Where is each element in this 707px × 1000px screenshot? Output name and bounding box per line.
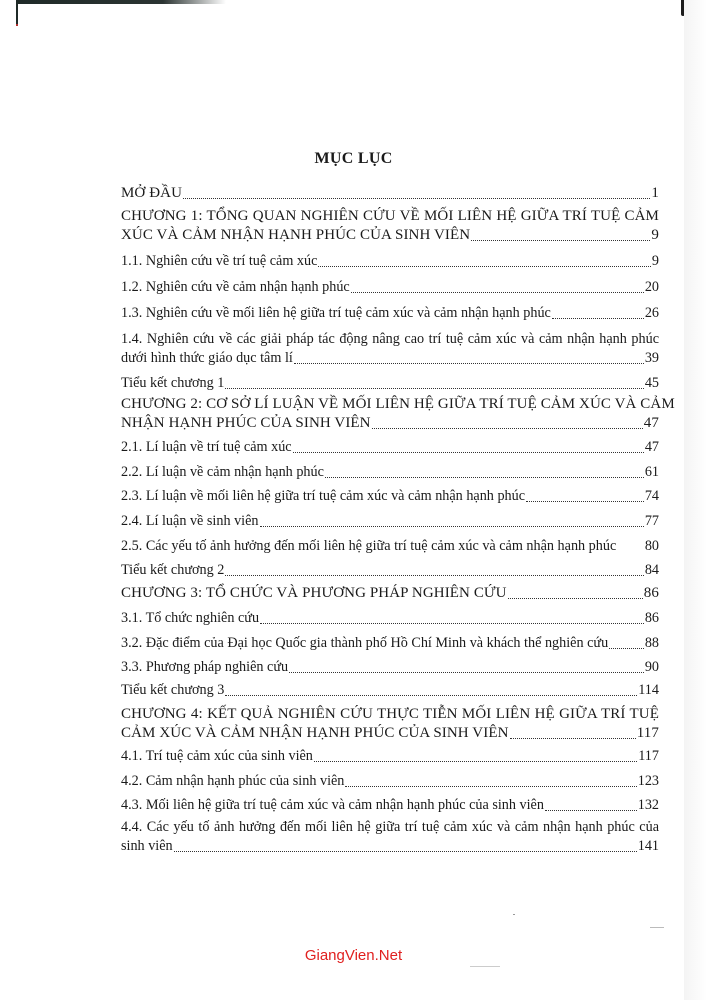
toc-entry-chuong-2[interactable] (121, 395, 675, 433)
dot-leader (293, 452, 644, 453)
entry-text: 4.4. Các yếu tố ảnh hưởng đến mối liên hệ giữa trí tuệ cảm xúc và cảm nhận hạnh phúc của (121, 819, 659, 835)
page-number: 9 (651, 227, 659, 243)
page-number: 88 (644, 635, 659, 651)
toc-entry-1-1[interactable] (121, 252, 659, 271)
page-number: 117 (636, 725, 659, 741)
page-number: 77 (644, 513, 659, 529)
toc-entry-tieu-ket-2[interactable] (121, 561, 659, 580)
dot-leader (508, 598, 643, 599)
toc-entry-chuong-3[interactable] (121, 584, 659, 603)
dot-leader (225, 388, 643, 389)
entry-text: 2.3. Lí luận về mối liên hệ giữa trí tuệ cảm xúc và cảm nhận hạnh phúc (121, 488, 526, 504)
dot-leader (345, 786, 636, 787)
page-number: 1 (651, 185, 659, 201)
toc-entry-3-3[interactable] (121, 658, 659, 677)
toc-entry-4-2[interactable] (121, 772, 659, 791)
dot-leader (294, 363, 644, 364)
entry-text: Tiểu kết chương 1 (121, 375, 225, 391)
toc-entry-2-2[interactable] (121, 463, 659, 482)
toc-entry-4-3[interactable] (121, 796, 659, 815)
entry-text: 3.3. Phương pháp nghiên cứu (121, 659, 289, 675)
dot-leader (260, 623, 644, 624)
dot-leader (471, 240, 650, 241)
dot-leader (510, 738, 636, 739)
toc-entry-chuong-1[interactable] (121, 207, 659, 245)
entry-text: NHẬN HẠNH PHÚC CỦA SINH VIÊN (121, 415, 371, 431)
page-number: 90 (644, 659, 659, 675)
page-number: 47 (644, 439, 659, 455)
page-number: 39 (644, 350, 659, 366)
page-number: 132 (637, 797, 659, 813)
toc-entry-3-2[interactable] (121, 634, 659, 653)
dot-leader (318, 266, 651, 267)
toc-entry-1-2[interactable] (121, 278, 659, 297)
dot-leader (325, 477, 644, 478)
page-number: 61 (644, 464, 659, 480)
entry-text: dưới hình thức giáo dục tâm lí (121, 350, 293, 366)
entry-text: 1.2. Nghiên cứu về cảm nhận hạnh phúc (121, 279, 350, 295)
entry-text: 1.3. Nghiên cứu về mối liên hệ giữa trí tuệ cảm xúc và cảm nhận hạnh phúc (121, 305, 551, 321)
dot-leader (174, 851, 637, 852)
toc-entry-2-1[interactable] (121, 438, 659, 457)
page-number: 9 (651, 253, 659, 269)
dot-leader (351, 292, 644, 293)
scan-speck (470, 966, 500, 967)
entry-text: 4.3. Mối liên hệ giữa trí tuệ cảm xúc và cảm nhận hạnh phúc của sinh viên (121, 797, 544, 813)
dot-leader (545, 810, 637, 811)
page-number: 80 (644, 538, 659, 554)
dot-leader (260, 526, 644, 527)
toc-entry-2-4[interactable] (121, 512, 659, 531)
toc-entry-mo-dau[interactable] (121, 184, 659, 203)
dot-leader (225, 575, 643, 576)
toc-entry-3-1[interactable] (121, 609, 659, 628)
toc-entry-tieu-ket-3[interactable] (121, 681, 659, 700)
page-number: 47 (643, 415, 659, 431)
entry-text: 3.2. Đặc điểm của Đại học Quốc gia thành phố Hồ Chí Minh và khách thể nghiên cứu (121, 635, 609, 651)
dot-leader (314, 761, 637, 762)
entry-text: 4.2. Cảm nhận hạnh phúc của sinh viên (121, 773, 345, 789)
entry-text: CẢM XÚC VÀ CẢM NHẬN HẠNH PHÚC CỦA SINH VIÊN (121, 725, 509, 741)
entry-text: MỞ ĐẦU (121, 185, 183, 201)
scan-speck (513, 914, 515, 915)
page-number: 141 (637, 838, 659, 854)
entry-text: 1.4. Nghiên cứu về các giải pháp tác động nâng cao trí tuệ cảm xúc và cảm nhận hạnh phúc (121, 331, 659, 347)
toc-entry-tieu-ket-1[interactable] (121, 374, 659, 393)
dot-leader (609, 648, 644, 649)
toc-entry-2-5[interactable] (121, 537, 659, 556)
entry-text: 2.1. Lí luận về trí tuệ cảm xúc (121, 439, 292, 455)
entry-text: sinh viên (121, 838, 173, 854)
entry-text: Tiểu kết chương 3 (121, 682, 225, 698)
page-number: 86 (644, 610, 659, 626)
toc-entry-1-3[interactable] (121, 304, 659, 323)
toc-entry-chuong-4[interactable] (121, 705, 659, 743)
scan-speck (650, 927, 664, 928)
entry-text: 1.1. Nghiên cứu về trí tuệ cảm xúc (121, 253, 318, 269)
page-number: 20 (644, 279, 659, 295)
entry-text: 2.2. Lí luận về cảm nhận hạnh phúc (121, 464, 324, 480)
page-number: 117 (638, 748, 659, 764)
entry-text: 4.1. Trí tuệ cảm xúc của sinh viên (121, 748, 313, 764)
dot-leader (372, 428, 643, 429)
toc-entry-4-1[interactable] (121, 747, 659, 766)
toc-entry-4-4[interactable] (121, 818, 659, 856)
entry-text: 3.1. Tổ chức nghiên cứu (121, 610, 260, 626)
entry-text: Tiểu kết chương 2 (121, 562, 225, 578)
page-number: 86 (643, 585, 659, 601)
page-title: MỤC LỤC (314, 150, 393, 167)
entry-text: CHƯƠNG 1: TỔNG QUAN NGHIÊN CỨU VỀ MỐI LIÊN HỆ GIỮA TRÍ TUỆ CẢM (121, 208, 659, 224)
entry-text: CHƯƠNG 2: CƠ SỞ LÍ LUẬN VỀ MỐI LIÊN HỆ GIỮA TRÍ TUỆ CẢM XÚC VÀ CẢM (121, 396, 675, 412)
entry-text: XÚC VÀ CẢM NHẬN HẠNH PHÚC CỦA SINH VIÊN (121, 227, 471, 243)
toc-entry-2-3[interactable] (121, 487, 659, 506)
dot-leader (225, 695, 637, 696)
page-number: 74 (644, 488, 659, 504)
page-number: 123 (637, 773, 659, 789)
entry-text: CHƯƠNG 3: TỔ CHỨC VÀ PHƯƠNG PHÁP NGHIÊN CỨU (121, 585, 507, 601)
watermark: GiangVien.Net (304, 947, 403, 964)
dot-leader (526, 501, 644, 502)
page-number: 114 (638, 682, 659, 698)
entry-text: 2.5. Các yếu tố ảnh hưởng đến mối liên hệ giữa trí tuệ cảm xúc và cảm nhận hạnh phúc (121, 538, 617, 554)
page-number: 26 (644, 305, 659, 321)
dot-leader (552, 318, 644, 319)
page-number: 45 (644, 375, 659, 391)
dot-leader (289, 672, 644, 673)
entry-text: CHƯƠNG 4: KẾT QUẢ NGHIÊN CỨU THỰC TIỄN MỐI LIÊN HỆ GIỮA TRÍ TUỆ (121, 706, 659, 722)
dot-leader (617, 551, 644, 552)
toc-entry-1-4[interactable] (121, 330, 659, 368)
page-number: 84 (644, 562, 659, 578)
scan-edge-left (16, 0, 18, 24)
dot-leader (183, 198, 650, 199)
scan-edge-top (16, 0, 226, 4)
entry-text: 2.4. Lí luận về sinh viên (121, 513, 259, 529)
